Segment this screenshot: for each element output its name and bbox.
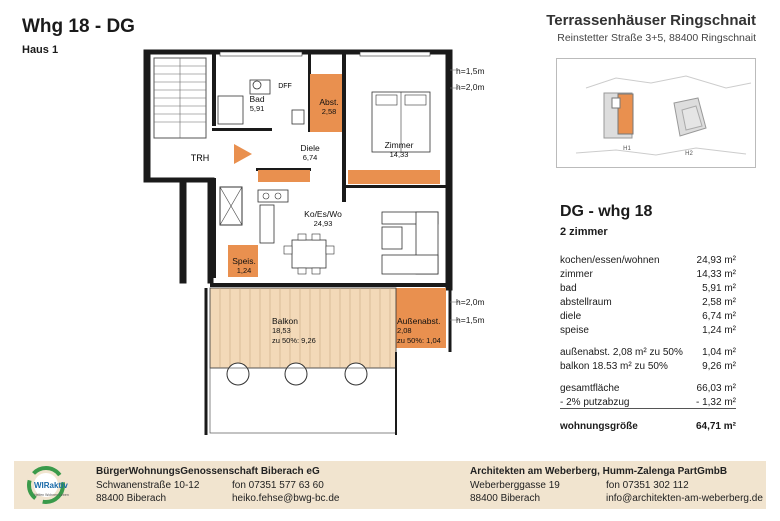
- room-zimmer: Zimmer 14,33: [384, 140, 414, 159]
- unit-title: Whg 18 - DG: [22, 16, 135, 37]
- right-street: Weberberggasse 19: [470, 480, 560, 491]
- site-plan: [556, 58, 756, 168]
- left-city: 88400 Biberach: [96, 493, 167, 504]
- total-area: gesamtfläche 66,03 m²: [560, 383, 736, 394]
- dff-label: DFF: [278, 83, 292, 90]
- site-label-h1: H1: [623, 146, 631, 152]
- area-row-exterior: balkon 18.53 m² zu 50% 9,26 m²: [560, 361, 736, 372]
- final-area: wohnungsgröße 64,71 m²: [560, 421, 736, 432]
- trh-label: TRH: [190, 153, 210, 163]
- area-row: kochen/essen/wohnen 24,93 m²: [560, 255, 736, 266]
- project-title: Terrassenhäuser Ringschnait: [546, 12, 756, 29]
- left-email[interactable]: heiko.fehse@bwg-bc.de: [232, 493, 340, 504]
- room-speis: Speis. 1,24: [232, 256, 256, 275]
- building-label: Haus 1: [22, 44, 59, 56]
- project-address: Reinstetter Straße 3+5, 88400 Ringschnait: [557, 32, 756, 44]
- height-label-bottom-1: h=2,0m: [456, 297, 485, 307]
- room-koeswo: Ko/Es/Wo 24,93: [304, 209, 342, 228]
- area-row: speise 1,24 m²: [560, 325, 736, 336]
- area-row: diele 6,74 m²: [560, 311, 736, 322]
- room-bad: Bad 5,91: [249, 94, 265, 113]
- room-aussenabst: Außenabst. 2,08 zu 50%: 1,04: [397, 316, 441, 345]
- height-label-top-1: h=1,5m: [456, 66, 485, 76]
- right-org: Architekten am Weberberg, Humm-Zalenga PartGmbB: [470, 466, 728, 477]
- entrance-arrow-icon: [234, 144, 252, 164]
- area-row: bad 5,91 m²: [560, 283, 736, 294]
- right-city: 88400 Biberach: [470, 493, 541, 504]
- summary-title: DG - whg 18: [560, 203, 653, 220]
- left-org: BürgerWohnungsGenossenschaft Biberach eG: [96, 466, 320, 477]
- wiraktiv-logo: [24, 464, 82, 506]
- svg-text:WIRaktiv: WIRaktiv: [34, 481, 68, 490]
- room-balkon: Balkon 18,53 zu 50%: 9,26: [272, 316, 316, 345]
- height-label-bottom-2: h=1,5m: [456, 315, 485, 325]
- right-phone: fon 07351 302 112: [606, 480, 689, 491]
- floor-plan: [120, 40, 465, 440]
- area-row-exterior: außenabst. 2,08 m² zu 50% 1,04 m²: [560, 347, 736, 358]
- room-abst: Abst. 2,58: [319, 97, 339, 116]
- putz-deduction: - 2% putzabzug - 1,32 m²: [560, 397, 736, 408]
- right-email[interactable]: info@architekten-am-weberberg.de: [606, 493, 763, 504]
- left-street: Schwanenstraße 10-12: [96, 480, 200, 491]
- summary-subtitle: 2 zimmer: [560, 226, 608, 238]
- site-label-h2: H2: [685, 151, 693, 157]
- height-label-top-2: h=2,0m: [456, 82, 485, 92]
- area-row: abstellraum 2,58 m²: [560, 297, 736, 308]
- area-row: zimmer 14,33 m²: [560, 269, 736, 280]
- room-diele: Diele 6,74: [300, 143, 320, 162]
- left-phone: fon 07351 577 63 60: [232, 480, 324, 491]
- svg-text:Helfen Wohnen Leben: Helfen Wohnen Leben: [34, 493, 69, 497]
- footer: [14, 461, 766, 509]
